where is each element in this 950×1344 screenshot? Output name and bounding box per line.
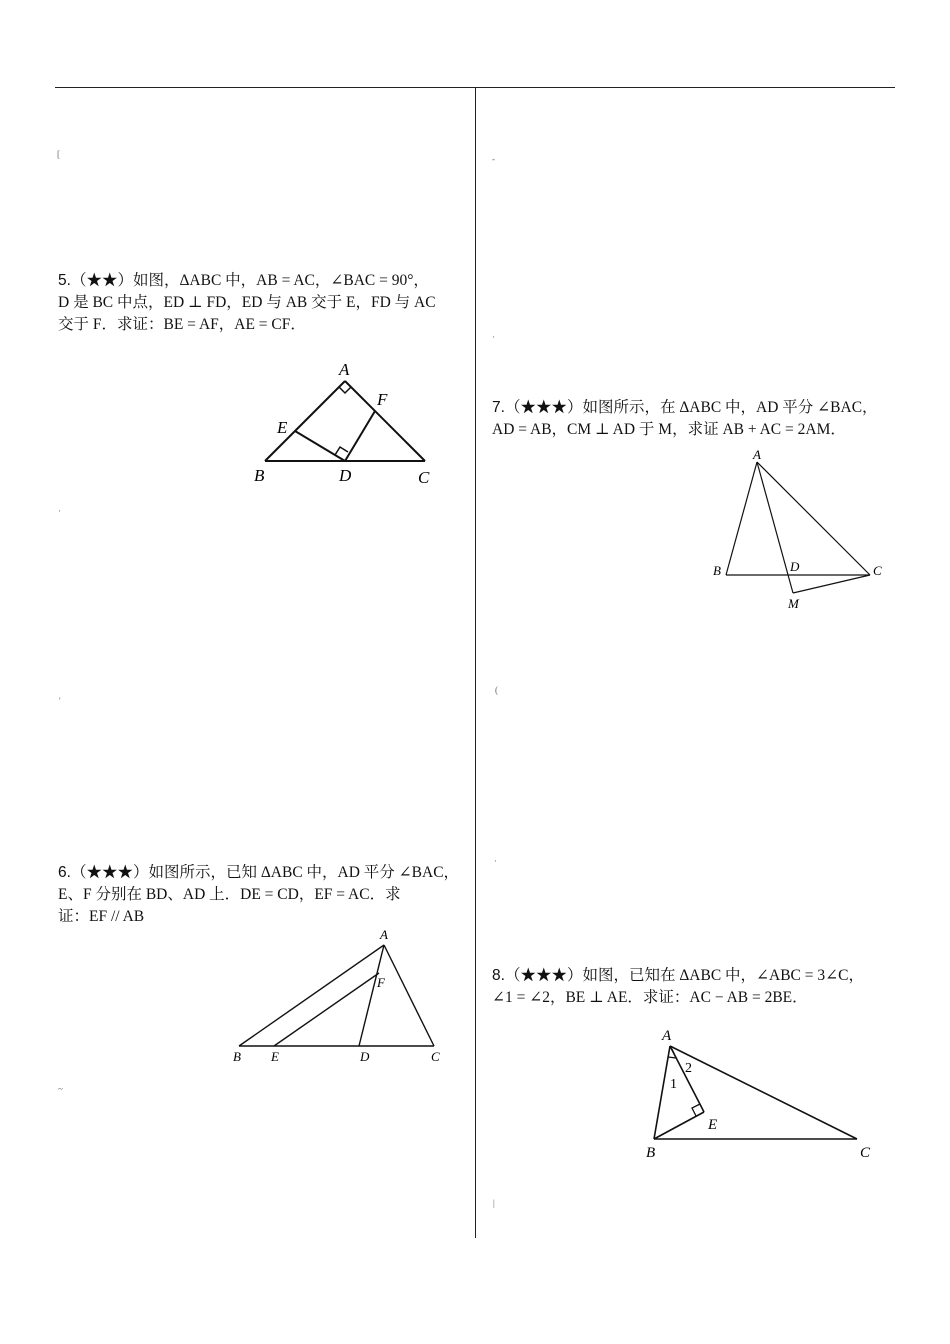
segment-ac	[757, 462, 870, 575]
label-angle-1: 1	[670, 1077, 677, 1092]
scan-mark: ·	[492, 332, 495, 342]
problem-6-line-1	[58, 862, 468, 884]
segment-ab	[654, 1046, 670, 1139]
label-e: E	[708, 1117, 718, 1133]
label-c: C	[873, 563, 882, 578]
problem-8-line-1	[492, 965, 892, 987]
label-b: B	[646, 1145, 656, 1161]
scan-mark: (	[495, 685, 498, 695]
scan-mark: ~	[58, 1084, 63, 1094]
segment-be	[654, 1112, 704, 1139]
problem-text: 如图所示，已知 ΔABC 中，AD 平分 ∠BAC，	[148, 864, 460, 881]
label-b: B	[254, 466, 265, 485]
label-a: A	[662, 1028, 672, 1044]
label-e: E	[277, 418, 288, 437]
difficulty-stars: （★★★）	[70, 864, 149, 881]
scan-mark: ·	[58, 506, 61, 516]
right-angle-mark-a	[339, 387, 351, 393]
figure-problem-7	[705, 445, 895, 615]
scan-mark: -	[492, 154, 495, 164]
segment-ac	[670, 1046, 857, 1139]
problem-8	[492, 965, 892, 1009]
figure-problem-8	[640, 1020, 880, 1165]
problem-6-line-3: 证：EF // AB	[58, 908, 145, 925]
column-divider	[475, 88, 476, 1238]
label-a: A	[339, 360, 350, 379]
problem-text: 如图，已知在 ΔABC 中，∠ABC = 3∠C，	[582, 967, 864, 984]
problem-number: 7.	[492, 399, 505, 416]
label-d: D	[339, 466, 352, 485]
problem-5	[58, 270, 468, 336]
problem-6	[58, 862, 468, 928]
problem-5-line-3: 交于 F．求证：BE = AF，AE = CF．	[58, 316, 306, 333]
problem-7-line-2: AD = AB，CM ⊥ AD 于 M，求证 AB + AC = 2AM．	[492, 421, 846, 438]
right-angle-mark-d	[335, 447, 348, 455]
segment-cm	[793, 575, 870, 593]
segment-am	[757, 462, 793, 593]
problem-6-line-2: E、F 分别在 BD、AD 上．DE = CD，EF = AC．求	[58, 886, 401, 903]
label-e: E	[271, 1049, 279, 1064]
label-f: F	[377, 390, 388, 409]
problem-number: 8.	[492, 967, 505, 984]
segment-ed	[295, 431, 345, 461]
segment-ac	[384, 945, 434, 1046]
label-c: C	[431, 1049, 440, 1064]
figure-problem-6	[225, 925, 455, 1070]
problem-7-line-1	[492, 397, 892, 419]
label-c: C	[418, 468, 430, 487]
problem-5-line-1	[58, 270, 468, 292]
scan-mark: [	[57, 149, 60, 159]
difficulty-stars: （★★★）	[504, 967, 583, 984]
problem-number: 5.	[58, 272, 71, 289]
label-b: B	[233, 1049, 241, 1064]
scan-mark: '	[59, 696, 61, 706]
label-d: D	[790, 559, 800, 574]
problem-number: 6.	[58, 864, 71, 881]
label-b: B	[713, 563, 721, 578]
difficulty-stars: （★★★）	[504, 399, 583, 416]
problem-7	[492, 397, 892, 441]
problem-5-line-2: D 是 BC 中点，ED ⊥ FD，ED 与 AB 交于 E，FD 与 AC	[58, 294, 436, 311]
difficulty-stars: （★★）	[70, 272, 133, 289]
figure-problem-5	[250, 360, 440, 490]
label-angle-2: 2	[685, 1061, 692, 1076]
label-a: A	[380, 927, 388, 942]
segment-ef	[274, 973, 379, 1046]
label-m: M	[788, 596, 799, 611]
segment-ab	[726, 462, 757, 575]
problem-text: 如图所示，在 ΔABC 中，AD 平分 ∠BAC，	[582, 399, 878, 416]
label-f: F	[377, 975, 385, 990]
label-d: D	[360, 1049, 370, 1064]
scan-mark: ·	[494, 856, 497, 866]
label-c: C	[860, 1145, 871, 1161]
segment-fd	[345, 411, 375, 461]
scan-mark: |	[493, 1198, 495, 1208]
label-a: A	[753, 447, 761, 462]
problem-text: 如图，ΔABC 中，AB = AC，∠BAC = 90°，	[132, 272, 429, 289]
problem-8-line-2: ∠1 = ∠2，BE ⊥ AE．求证：AC − AB = 2BE．	[492, 989, 808, 1006]
